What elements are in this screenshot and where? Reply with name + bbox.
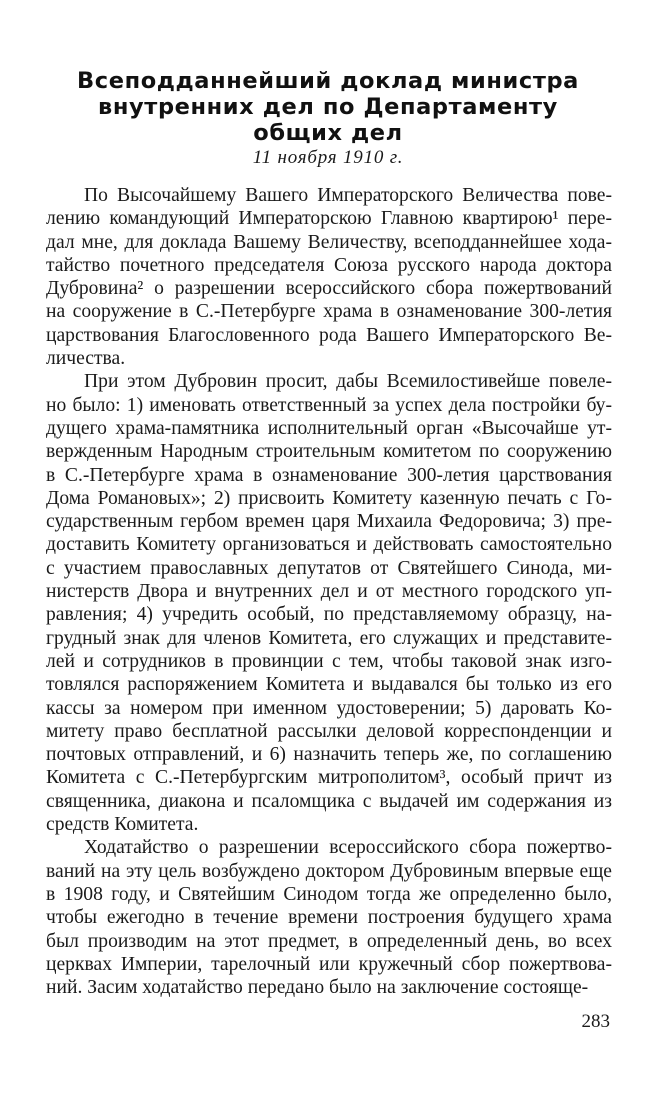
text-line: ний. Засим ходатайство передано было на заключение состояще-: [46, 977, 589, 999]
document-body: [46, 184, 612, 999]
text-line: вержденным Народным строительным комитетом по сооружению: [46, 441, 612, 463]
text-line: грудный знак для членов Комитета, его служащих и представите-: [46, 627, 612, 649]
text-line: лению командующий Императорскою Главною квартирою¹ пере-: [46, 208, 612, 230]
text-line: По Высочайшему Вашего Императорского Величества пове-: [84, 185, 612, 206]
text-line: сударственным гербом времен царя Михаила Федоровича; 3) пре-: [46, 511, 612, 533]
text-line: ваний на эту цель возбуждено доктором Дубровиным впервые еще: [46, 860, 612, 882]
text-line: дущего храма-памятника исполнительный орган «Высочайше ут-: [46, 417, 612, 439]
paragraph: [46, 370, 612, 836]
text-line: в С.-Петербурге храма в ознаменование 300-летия царствования: [46, 464, 612, 486]
text-line: При этом Дубровин просит, дабы Всемилостивейше повеле-: [84, 371, 612, 393]
text-line: священника, диакона и псаломщика с выдачей им содержания из: [46, 790, 612, 812]
text-line: товлялся распоряжением Комитета и выдавался бы только из его: [46, 674, 612, 696]
document-date: 11 ноября 1910 г.: [252, 147, 404, 168]
document-title: [60, 68, 596, 146]
text-line: Ходатайство о разрешении всероссийского сбора пожертво-: [84, 837, 612, 859]
text-line: личества.: [46, 348, 126, 370]
title-line: общих дел: [253, 120, 403, 146]
text-line: дал мне, для доклада Вашему Величеству, всеподданнейшее хода-: [46, 231, 612, 253]
text-line: церквах Империи, тарелочный или кружечный сбор пожертвова-: [46, 953, 612, 975]
title-line: внутренних дел по Департаменту: [98, 94, 558, 120]
text-line: Дубровина² о разрешении всероссийского сбора пожертвований: [46, 278, 612, 300]
text-line: был производим на этот предмет, в определенный день, во всех: [46, 930, 612, 952]
text-line: кассы за номером при именном удостоверении; 5) даровать Ко-: [46, 697, 612, 719]
text-line: почтовых отправлений, и 6) назначить теперь же, по соглашению: [46, 744, 612, 766]
paragraph: [46, 184, 612, 370]
text-line: царствования Благословенного рода Вашего Императорского Ве-: [46, 324, 612, 346]
text-line: лей и сотрудников в провинции с тем, чтобы таковой знак изго-: [46, 650, 612, 672]
text-line: на сооружение в С.-Петербурге храма в ознаменование 300-летия: [46, 301, 612, 323]
text-line: равления; 4) учредить особый, по представляемому образцу, на-: [46, 604, 612, 626]
text-line: митету право бесплатной рассылки деловой корреспонденции и: [46, 720, 612, 742]
text-line: чтобы ежегодно в течение времени построения будущего храма: [46, 907, 612, 929]
text-line: но было: 1) именовать ответственный за успех дела постройки бу-: [46, 394, 612, 416]
paragraph: [46, 836, 612, 999]
text-line: с участием православных депутатов от Святейшего Синода, ми-: [46, 557, 612, 579]
text-line: в 1908 году, и Святейшим Синодом тогда же определенно было,: [46, 883, 612, 905]
text-line: тайство почетного председателя Союза русского народа доктора: [46, 254, 612, 276]
text-line: Дома Романовых»; 2) присвоить Комитету казенную печать с Го-: [46, 487, 612, 509]
text-line: нистерств Двора и внутренних дел и от местного городского уп-: [46, 581, 612, 603]
text-line: доставить Комитету организоваться и действовать самостоятельно: [46, 534, 612, 556]
page-number: 283: [581, 1011, 610, 1032]
title-line: Всеподданнейший доклад министра: [77, 68, 579, 94]
text-line: средств Комитета.: [46, 814, 199, 836]
text-line: Комитета с С.-Петербургским митрополитом³, особый причт из: [46, 767, 612, 789]
